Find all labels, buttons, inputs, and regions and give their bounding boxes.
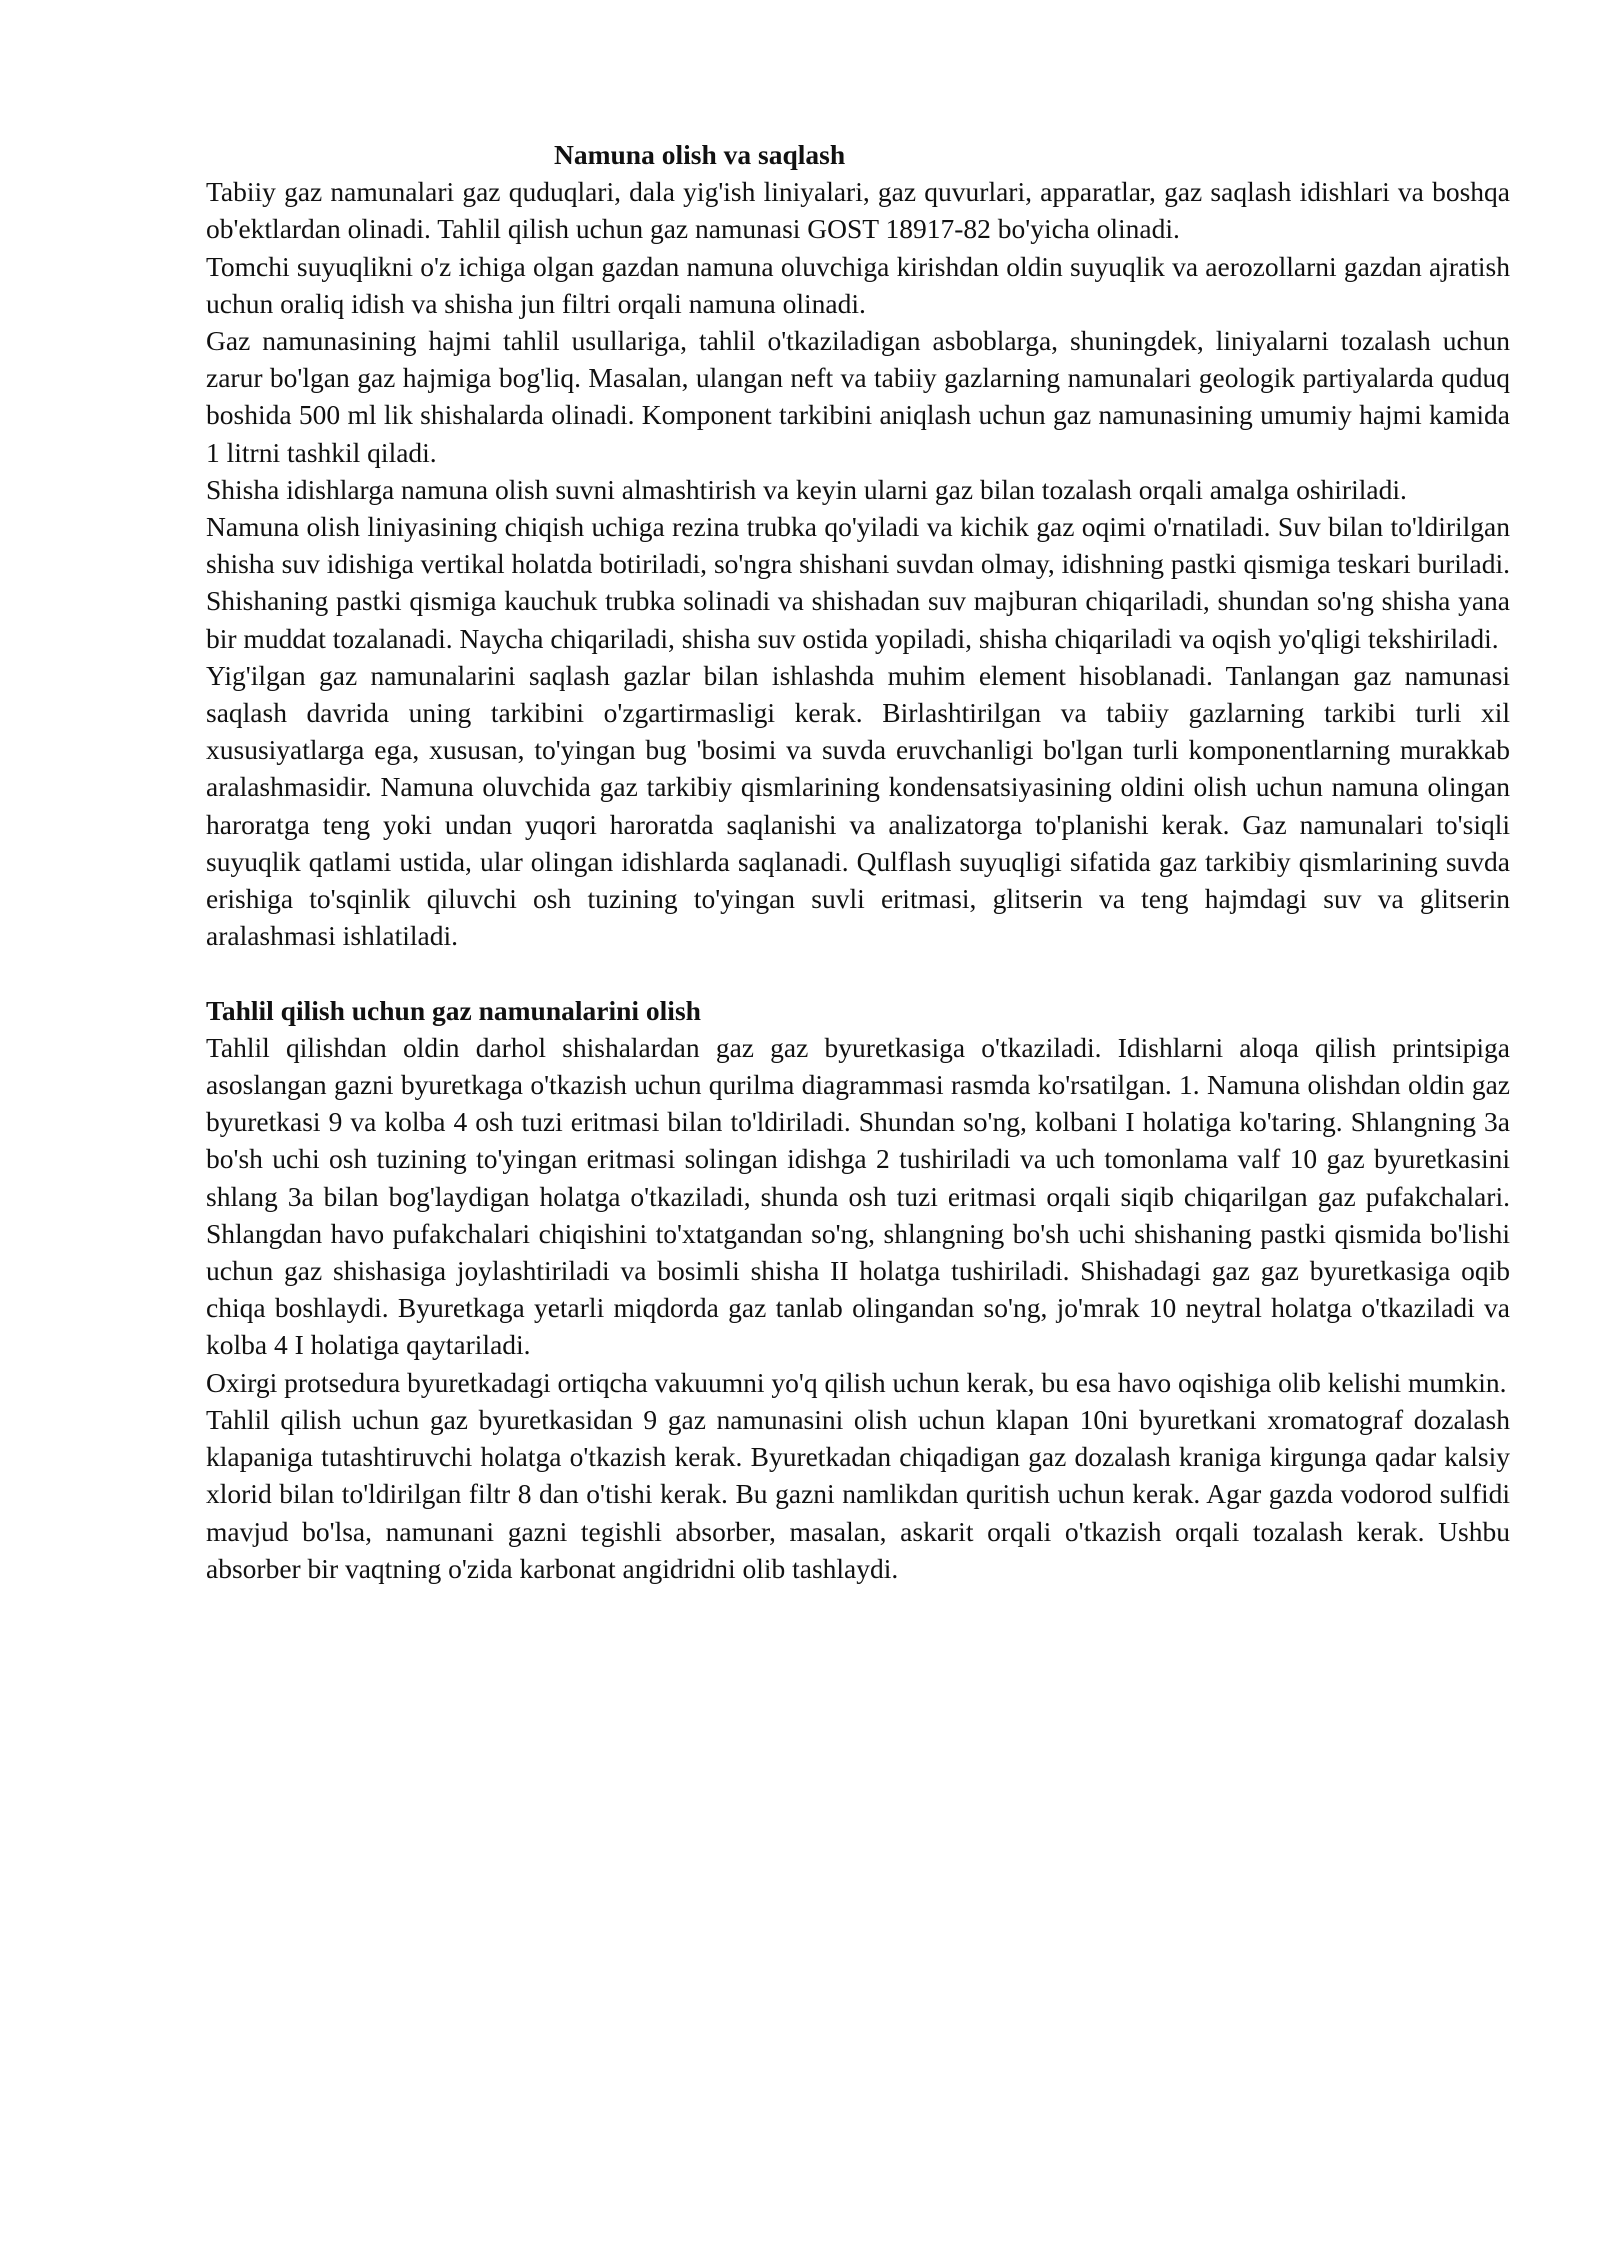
document-title: Namuna olish va saqlash: [554, 139, 846, 170]
blank-line: [206, 954, 1510, 991]
paragraph: Oxirgi protsedura byuretkadagi ortiqcha vakuumni yo'q qilish uchun kerak, bu esa havo oqishiga olib kelishi mumkin.: [206, 1366, 1507, 1398]
paragraph: Gaz namunasining hajmi tahlil usullariga, tahlil o'tkaziladigan asboblarga, shuningdek, liniyalarni tozalash uchun zarur bo'lgan gaz hajmiga bog'liq. Masalan, ulangan neft va tabiiy gazlarning namunalari geologik partiyalarda quduq boshida 500 ml lik shishalarda olinadi. Komponent tarkibini aniqlash uchun gaz namunasining umumiy hajmi kamida 1 litrni tashkil qiladi.: [206, 325, 1510, 468]
paragraph: Tabiiy gaz namunalari gaz quduqlari, dala yig'ish liniyalari, gaz quvurlari, apparatlar, gaz saqlash idishlari va boshqa ob'ektlardan olinadi. Tahlil qilish uchun gaz namunasi GOST 18917-82 bo'yicha olinadi.: [206, 176, 1510, 245]
section-heading: Tahlil qilish uchun gaz namunalarini olish: [206, 994, 701, 1026]
paragraph: Tahlil qilish uchun gaz byuretkasidan 9 gaz namunasini olish uchun klapan 10ni byuretkani xromatograf dozalash klapaniga tutashtiruvchi holatga o'tkazish kerak. Byuretkadan chiqadigan gaz dozalash kraniga kirgunga qadar kalsiy xlorid bilan to'ldirilgan filtr 8 dan o'tishi kerak. Bu gazni namlikdan quritish uchun kerak. Agar gazda vodorod sulfidi mavjud bo'lsa, namunani gazni tegishli absorber, masalan, askarit orqali o'tkazish orqali tozalash kerak. Ushbu absorber bir vaqtning o'zida karbonat angidridni olib tashlaydi.: [206, 1403, 1510, 1584]
paragraph: Namuna olish liniyasining chiqish uchiga rezina trubka qo'yiladi va kichik gaz oqimi o'rnatiladi. Suv bilan to'ldirilgan shisha suv idishiga vertikal holatda botiriladi, so'ngra shishani suvdan olmay, idishning pastki qismiga teskari buriladi. Shishaning pastki qismiga kauchuk trubka solinadi va shishadan suv majburan chiqariladi, shundan so'ng shisha yana bir muddat tozalanadi. Naycha chiqariladi, shisha suv ostida yopiladi, shisha chiqariladi va oqish yo'qligi tekshiriladi.: [206, 511, 1510, 654]
paragraph: Shisha idishlarga namuna olish suvni almashtirish va keyin ularni gaz bilan tozalash orqali amalga oshiriladi.: [206, 473, 1407, 505]
paragraph: Yig'ilgan gaz namunalarini saqlash gazlar bilan ishlashda muhim element hisoblanadi. Tanlangan gaz namunasi saqlash davrida uning tarkibini o'zgartirmasligi kerak. Birlashtirilgan va tabiiy gazlarning tarkibi turli xil xususiyatlarga ega, xususan, to'yingan bug 'bosimi va suvda eruvchanligi bo'lgan turli komponentlarning murakkab aralashmasidir. Namuna oluvchida gaz tarkibiy qismlarining kondensatsiyasining oldini olish uchun namuna olingan haroratga teng yoki undan yuqori haroratda saqlanishi va analizatorga to'planishi kerak. Gaz namunalari to'siqli suyuqlik qatlami ustida, ular olingan idishlarda saqlanadi. Qulflash suyuqligi sifatida gaz tarkibiy qismlarining suvda erishiga to'sqinlik qiluvchi osh tuzining to'yingan suvli eritmasi, glitserin va teng hajmdagi suv va glitserin aralashmasi ishlatiladi.: [206, 659, 1510, 952]
paragraph: Tahlil qilishdan oldin darhol shishalardan gaz gaz byuretkasiga o'tkaziladi. Idishlarni aloqa qilish printsipiga asoslangan gazni byuretkaga o'tkazish uchun qurilma diagrammasi rasmda ko'rsatilgan. 1. Namuna olishdan oldin gaz byuretkasi 9 va kolba 4 osh tuzi eritmasi bilan to'ldiriladi. Shundan so'ng, kolbani I holatiga ko'taring. Shlangning 3a bo'sh uchi osh tuzining to'yingan eritmasi solingan idishga 2 tushiriladi va uch tomonlama valf 10 gaz byuretkasini shlang 3a bilan bog'laydigan holatga o'tkaziladi, shunda osh tuzi eritmasi orqali siqib chiqarilgan gaz pufakchalari. Shlangdan havo pufakchalari chiqishini to'xtatgandan so'ng, shlangning bo'sh uchi shishaning pastki qismida bo'lishi uchun gaz shishasiga joylashtiriladi va bosimli shisha II holatga tushiriladi. Shishadagi gaz gaz byuretkasiga oqib chiqa boshlaydi. Byuretkaga yetarli miqdorda gaz tanlab olingandan so'ng, jo'mrak 10 neytral holatga o'tkaziladi va kolba 4 I holatiga qaytariladi.: [206, 1031, 1510, 1361]
document-body: [206, 136, 1510, 1587]
paragraph: Tomchi suyuqlikni o'z ichiga olgan gazdan namuna oluvchiga kirishdan oldin suyuqlik va aerozollarni gazdan ajratish uchun oraliq idish va shisha jun filtri orqali namuna olinadi.: [206, 250, 1510, 319]
